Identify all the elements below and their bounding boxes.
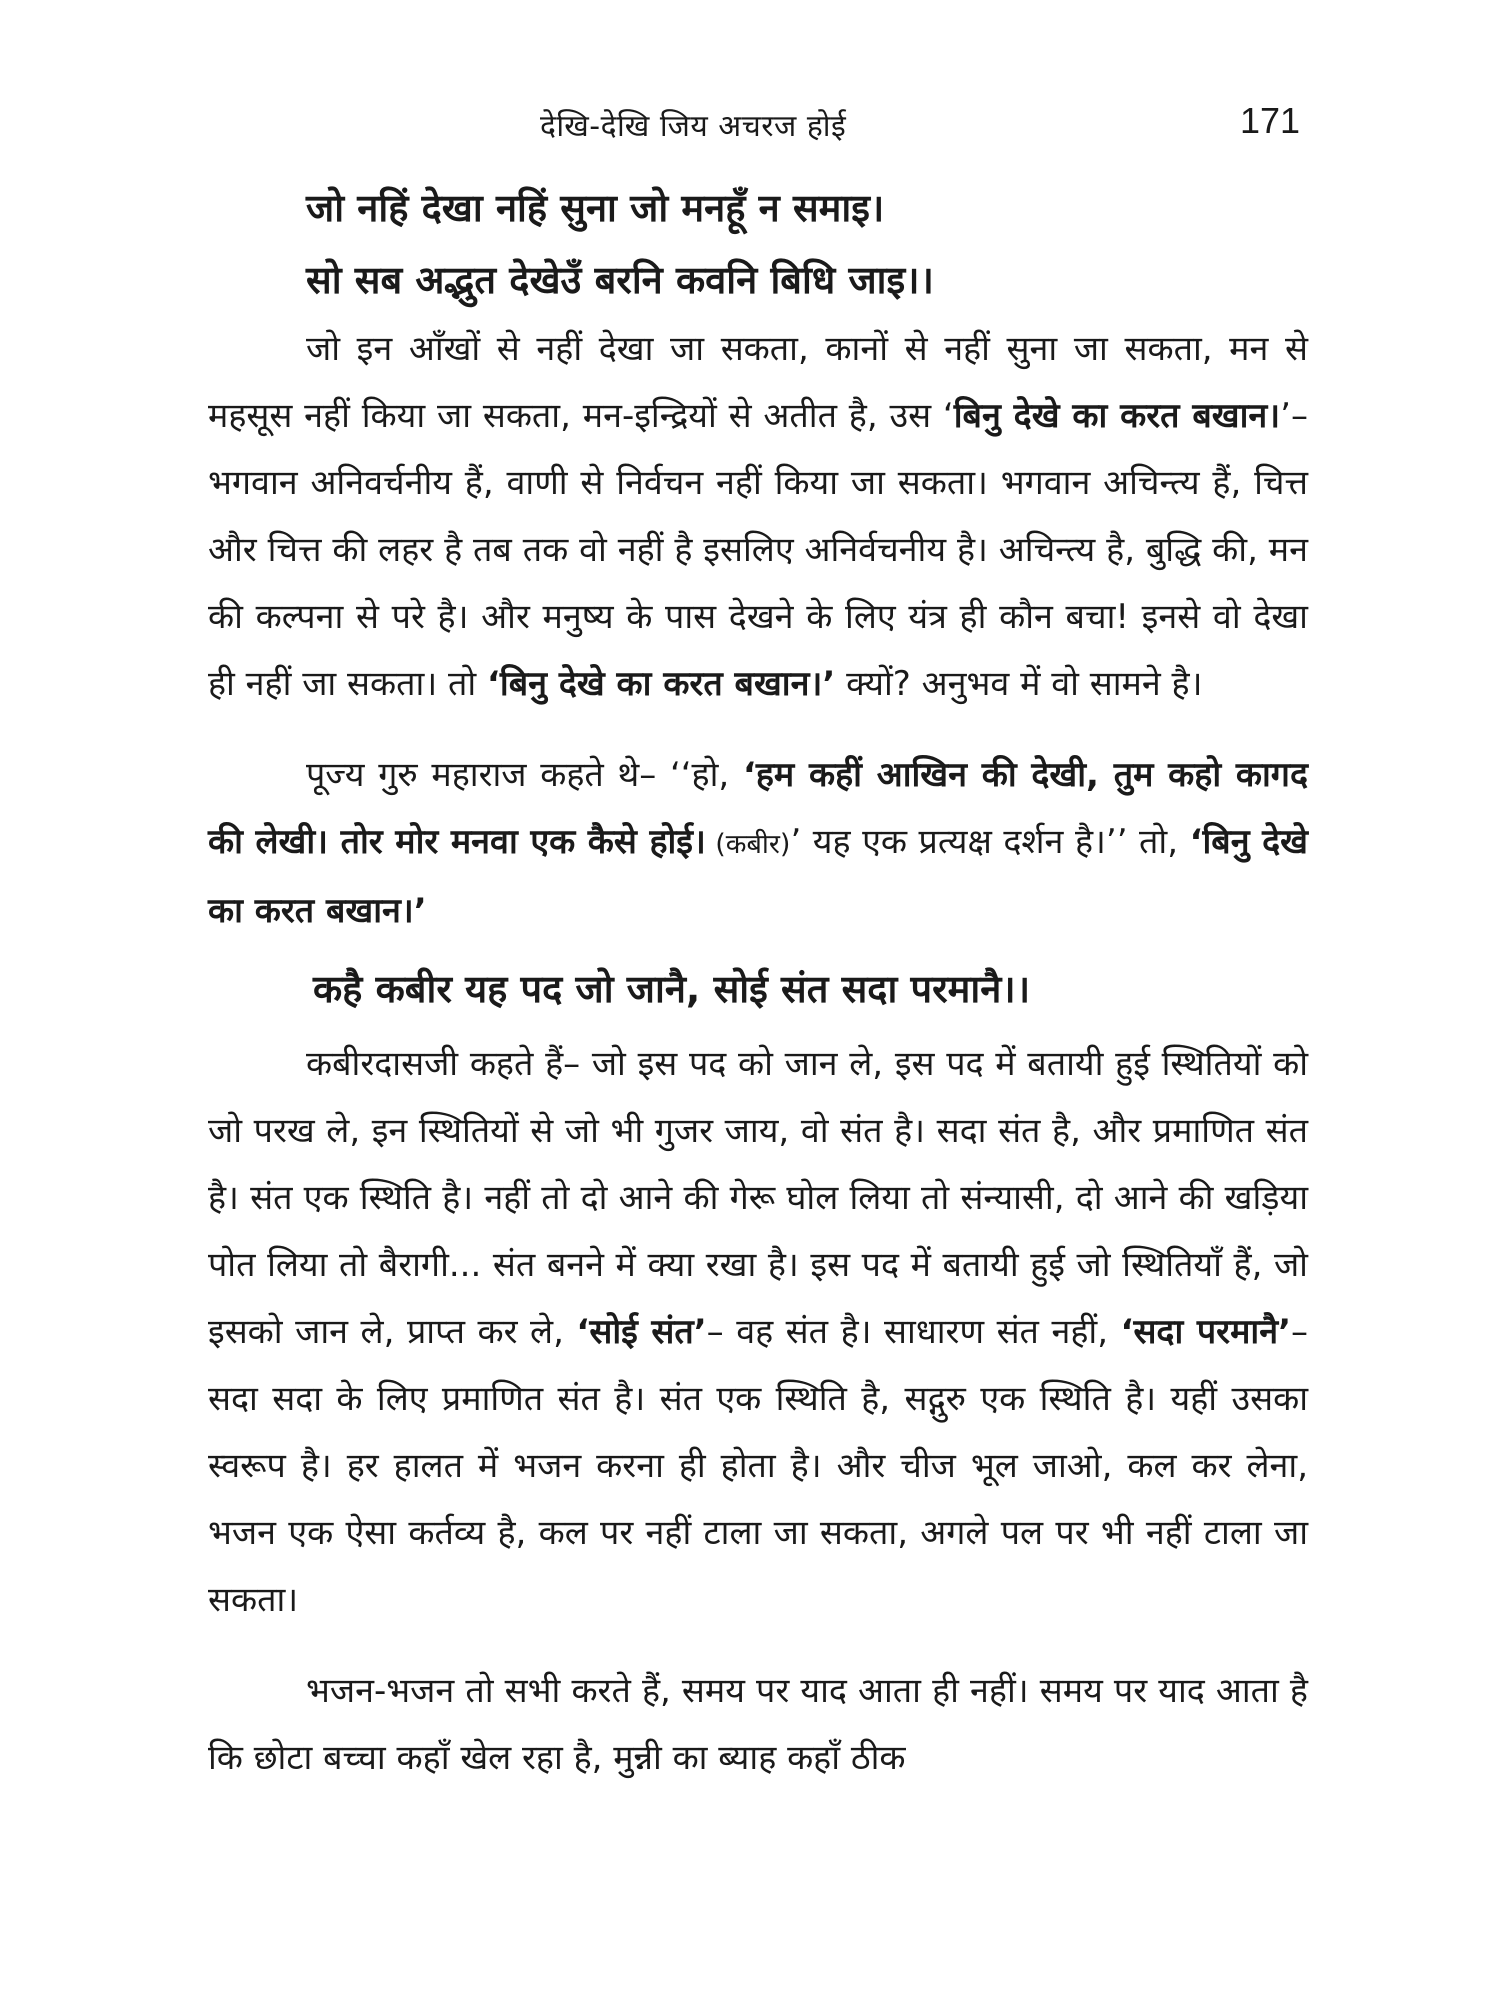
paragraph-2-bold-2: ‘बिनु देखे का करत बखान।’	[208, 822, 1308, 931]
verse-1-line-2: सो सब अद्भुत देखेउँ बरनि कवनि बिधि जाइ।।	[306, 258, 934, 302]
page-body	[208, 172, 1308, 1792]
paragraph-1-text-1: जो इन आँखों से नहीं देखा जा सकता, कानों से नहीं सुना जा सकता, मन से महसूस नहीं किया जा सकता, मन-इन्द्रियों से अतीत है, उस ‘	[208, 329, 1308, 436]
verse-1	[208, 172, 1308, 316]
paragraph-1-text-2: ’– भगवान अनिवर्चनीय हैं, वाणी से निर्वचन नहीं किया जा सकता। भगवान अचिन्त्य हैं, चित्त और चित्त की लहर है तब तक वो नहीं है इसलिए अनिर्वचनीय है। अचिन्त्य है, बुद्धि की, मन की कल्पना से परे है। और मनुष्य के पास देखने के लिए यंत्र ही कौन बचा! इनसे वो देखा ही नहीं जा सकता। तो	[208, 396, 1308, 704]
paragraph-2-attribution: (कबीर)	[705, 829, 791, 860]
paragraph-4	[208, 1658, 1308, 1792]
paragraph-3-text-1: कबीरदासजी कहते हैं– जो इस पद को जान ले, इस पद में बतायी हुई स्थितियों को जो परख ले, इन स्थितियों से जो भी गुजर जाय, वो संत है। सदा संत है, और प्रमाणित संत है। संत एक स्थिति है। नहीं तो दो आने की गेरू घोल लिया तो संन्यासी, दो आने की खड़िया पोत लिया तो बैरागी... संत बनने में क्या रखा है। इस पद में बतायी हुई जो स्थितियाँ हैं, जो इसको जान ले, प्राप्त कर ले,	[208, 1044, 1308, 1352]
paragraph-1-bold-1: बिनु देखे का करत बखान।	[953, 396, 1281, 436]
paragraph-3-bold-2: ‘सदा परमानै’	[1120, 1312, 1291, 1352]
paragraph-2-text-2: ’ यह एक प्रत्यक्ष दर्शन है।’’ तो,	[790, 822, 1190, 862]
running-head: देखि-देखि जिय अचरज होई	[540, 109, 847, 144]
paragraph-2-bold-1: ‘हम कहीं आखिन की देखी, तुम कहो कागद की लेखी। तोर मोर मनवा एक कैसे होई।	[208, 755, 1308, 862]
paragraph-2	[208, 742, 1308, 945]
verse-2	[208, 953, 1308, 1025]
paragraph-1-bold-2: ‘बिनु देखे का करत बखान।’	[487, 664, 836, 704]
paragraph-2-text-1: पूज्य गुरु महाराज कहते थे– ‘‘हो,	[306, 755, 743, 795]
paragraph-3	[208, 1031, 1308, 1634]
paragraph-1	[208, 316, 1308, 718]
paragraph-3-text-3: – सदा सदा के लिए प्रमाणित संत है। संत एक स्थिति है, सद्गुरु एक स्थिति है। यहीं उसका स्वरूप है। हर हालत में भजन करना ही होता है। और चीज भूल जाओ, कल कर लेना, भजन एक ऐसा कर्तव्य है, कल पर नहीं टाला जा सकता, अगले पल पर भी नहीं टाला जा सकता।	[208, 1312, 1308, 1620]
verse-2-line-1: कहै कबीर यह पद जो जानै, सोई संत सदा परमानै।।	[313, 967, 1031, 1011]
paragraph-3-text-2: – वह संत है। साधारण संत नहीं,	[706, 1312, 1121, 1352]
paragraph-4-text-1: भजन-भजन तो सभी करते हैं, समय पर याद आता ही नहीं। समय पर याद आता है कि छोटा बच्चा कहाँ खेल रहा है, मुन्नी का ब्याह कहाँ ठीक	[208, 1671, 1308, 1778]
page-number: 171	[1240, 100, 1301, 141]
paragraph-3-bold-1: ‘सोई संत’	[576, 1312, 707, 1352]
paragraph-1-text-3: क्यों? अनुभव में वो सामने है।	[835, 664, 1203, 704]
verse-1-line-1: जो नहिं देखा नहिं सुना जो मनहूँ न समाइ।	[306, 186, 885, 230]
